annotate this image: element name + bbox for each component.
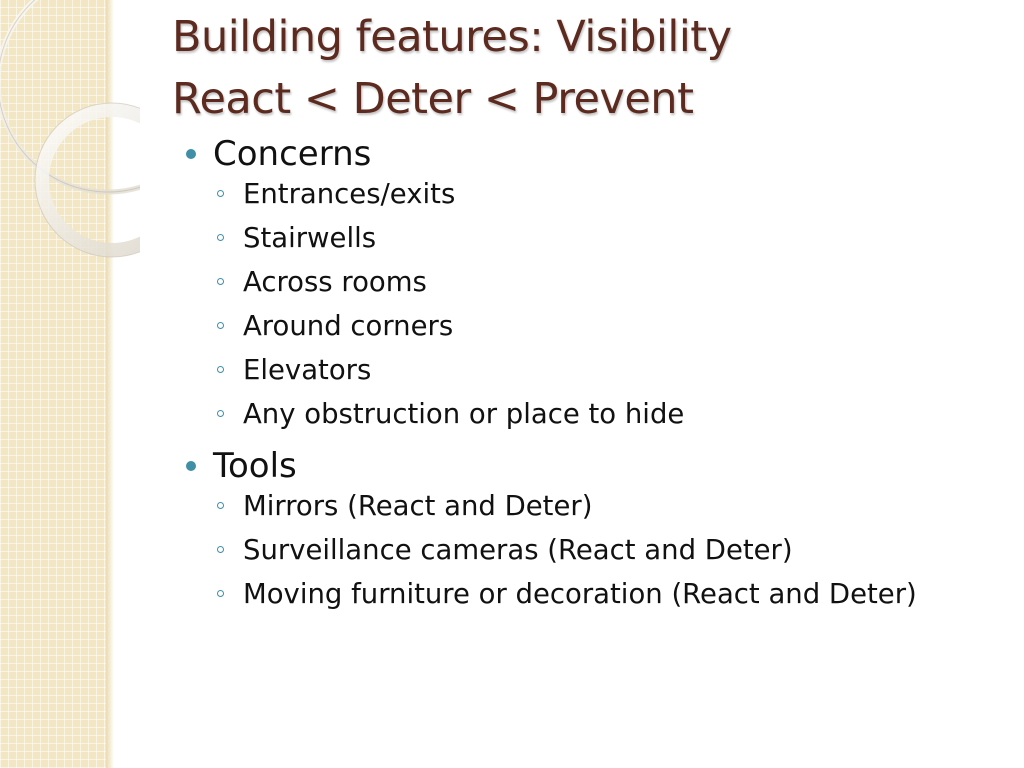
list-item <box>186 354 946 387</box>
list-item <box>186 490 946 523</box>
list-item-label: Any obstruction or place to hide <box>243 398 685 430</box>
list-item-label: Around corners <box>243 310 454 342</box>
decorative-rings-icon <box>0 0 140 260</box>
bullet-ring-icon <box>217 278 224 285</box>
list-item <box>186 222 946 255</box>
bullet-ring-icon <box>217 190 224 197</box>
section-heading-label: Tools <box>213 446 297 486</box>
bullet-ring-icon <box>217 590 224 597</box>
list-item <box>186 534 946 567</box>
list-item-label: Entrances/exits <box>243 178 456 210</box>
list-item <box>186 266 946 299</box>
concerns-list <box>186 178 946 431</box>
list-item-label: Mirrors (React and Deter) <box>243 490 593 522</box>
list-item-label: Across rooms <box>243 266 427 298</box>
bullet-list <box>186 130 946 617</box>
section-heading-concerns <box>186 130 946 178</box>
list-item <box>186 398 946 431</box>
bullet-dot-icon <box>186 461 196 471</box>
bullet-ring-icon <box>217 234 224 241</box>
list-item-label: Moving furniture or decoration (React and Deter) <box>243 578 917 610</box>
bullet-ring-icon <box>217 546 224 553</box>
title-line-2: React < Deter < Prevent <box>172 74 694 124</box>
list-item <box>186 178 946 211</box>
section-heading-tools <box>186 442 946 490</box>
list-item <box>186 578 946 611</box>
bullet-ring-icon <box>217 410 224 417</box>
list-item-label: Stairwells <box>243 222 377 254</box>
list-item <box>186 310 946 343</box>
slide-title <box>172 6 732 130</box>
list-item-label: Surveillance cameras (React and Deter) <box>243 534 793 566</box>
list-item-label: Elevators <box>243 354 372 386</box>
bullet-ring-icon <box>217 322 224 329</box>
bullet-ring-icon <box>217 366 224 373</box>
section-heading-label: Concerns <box>213 134 372 174</box>
title-line-1: Building features: Visibility <box>172 12 732 62</box>
tools-list <box>186 490 946 611</box>
bullet-dot-icon <box>186 149 196 159</box>
bullet-ring-icon <box>217 502 224 509</box>
